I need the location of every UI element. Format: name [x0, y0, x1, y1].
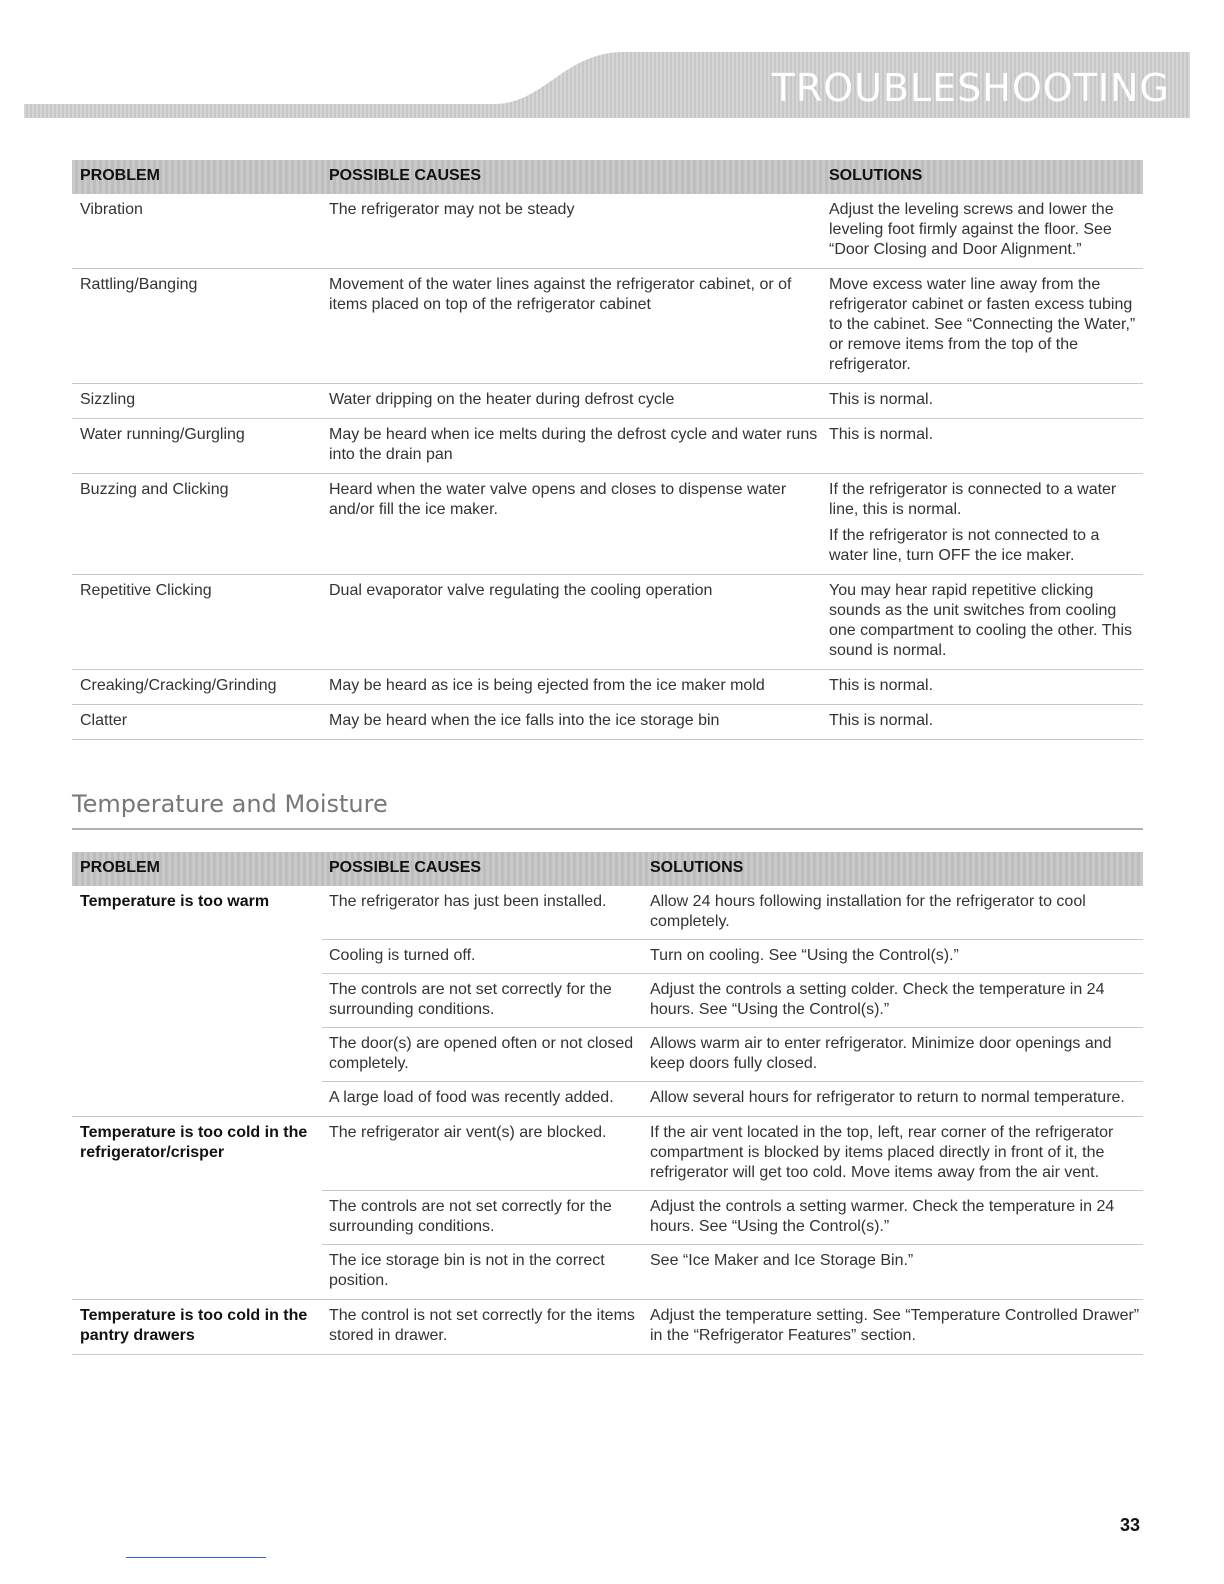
cause-text: Water dripping on the heater during defrost cycle	[329, 391, 675, 408]
problem-text: Temperature is too cold in the refrigerator/crisper	[80, 1124, 308, 1161]
cause-text: A large load of food was recently added.	[329, 1089, 614, 1106]
cause-cell	[329, 676, 819, 696]
problem-text: Rattling/Banging	[80, 276, 198, 293]
solution-cell	[650, 1034, 1140, 1074]
problem-cell	[80, 480, 325, 500]
cause-cell	[329, 200, 819, 220]
solution-text: See “Ice Maker and Ice Storage Bin.”	[650, 1252, 914, 1269]
solution-text: Allow several hours for refrigerator to return to normal temperature.	[650, 1089, 1125, 1106]
cause-cell	[329, 1197, 641, 1237]
cause-cell	[329, 425, 819, 465]
cause-cell	[329, 581, 819, 601]
table-row	[72, 269, 1143, 384]
problem-text: Temperature is too cold in the pantry drawers	[80, 1307, 308, 1344]
solution-cell	[829, 200, 1139, 260]
solution-cell	[650, 1306, 1140, 1346]
cause-text: The controls are not set correctly for the surrounding conditions.	[329, 981, 612, 1018]
problem-text: Buzzing and Clicking	[80, 481, 229, 498]
problem-text: Repetitive Clicking	[80, 582, 212, 599]
solution-cell	[650, 892, 1140, 932]
solution-cell	[829, 390, 1139, 410]
table-row	[72, 1191, 1143, 1245]
table-row	[72, 1028, 1143, 1082]
table-row	[72, 1300, 1143, 1355]
cause-cell	[329, 480, 819, 520]
table-row	[72, 974, 1143, 1028]
solution-text: This is normal.	[829, 426, 934, 443]
problem-text: Clatter	[80, 712, 128, 729]
cause-text: Heard when the water valve opens and closes to dispense water and/or fill the ice maker.	[329, 481, 787, 518]
problem-cell	[80, 892, 320, 912]
solution-cell	[650, 1088, 1140, 1108]
cause-text: The controls are not set correctly for the surrounding conditions.	[329, 1198, 612, 1235]
table-row	[72, 575, 1143, 670]
problem-cell	[80, 275, 325, 295]
header-causes: POSSIBLE CAUSES	[329, 167, 482, 184]
solution-text: If the air vent located in the top, left, rear corner of the refrigerator compartment is blocked by items placed directly in front of it, the refrigerator will get too cold. Move items away from the air vent.	[650, 1124, 1114, 1181]
solution-text: Allow 24 hours following installation for the refrigerator to cool completely.	[650, 893, 1086, 930]
solution-text: This is normal.	[829, 712, 934, 729]
problem-cell	[80, 425, 325, 445]
table-row	[72, 886, 1143, 940]
solution-cell	[650, 1251, 1140, 1271]
table-row	[72, 1245, 1143, 1300]
cause-cell	[329, 980, 641, 1020]
solution-text: Allows warm air to enter refrigerator. Minimize door openings and keep doors fully closed.	[650, 1035, 1112, 1072]
footer-rule	[126, 1557, 266, 1558]
problem-cell	[80, 390, 325, 410]
solution-cell	[829, 711, 1139, 731]
table-row	[72, 670, 1143, 705]
solution-text: If the refrigerator is not connected to a water line, turn OFF the ice maker.	[829, 527, 1100, 564]
cause-cell	[329, 892, 641, 912]
cause-text: The control is not set correctly for the items stored in drawer.	[329, 1307, 635, 1344]
solution-text: You may hear rapid repetitive clicking sounds as the unit switches from cooling one compartment to cooling the other. This sound is normal.	[829, 582, 1132, 659]
problem-cell	[80, 1306, 320, 1346]
problem-cell	[80, 581, 325, 601]
solution-text: Adjust the leveling screws and lower the leveling foot firmly against the floor. See “Door Closing and Door Alignment.”	[829, 201, 1114, 258]
cause-cell	[329, 1251, 641, 1291]
table-row	[72, 940, 1143, 974]
cause-text: May be heard when the ice falls into the ice storage bin	[329, 712, 720, 729]
cause-text: The ice storage bin is not in the correct position.	[329, 1252, 605, 1289]
solution-text: If the refrigerator is connected to a water line, this is normal.	[829, 481, 1117, 518]
header-problem: PROBLEM	[80, 167, 160, 184]
solution-cell	[829, 275, 1139, 375]
cause-text: The refrigerator has just been installed.	[329, 893, 607, 910]
table-header	[72, 160, 1143, 194]
cause-text: The refrigerator may not be steady	[329, 201, 575, 218]
cause-text: The refrigerator air vent(s) are blocked.	[329, 1124, 607, 1141]
problem-cell	[80, 200, 325, 220]
solution-cell	[650, 946, 1140, 966]
problem-cell	[80, 1123, 320, 1163]
problem-text: Sizzling	[80, 391, 136, 408]
temperature-table	[72, 852, 1143, 1355]
header-banner	[24, 52, 1190, 118]
problem-text: Temperature is too warm	[80, 893, 270, 910]
solution-text: Move excess water line away from the refrigerator cabinet or fasten excess tubing to the cabinet. See “Connecting the Water,” or remove items from the top of the refrigerator.	[829, 276, 1136, 373]
section-divider	[72, 828, 1143, 830]
table-row	[72, 419, 1143, 474]
solution-cell	[829, 480, 1139, 566]
solution-text: Adjust the controls a setting warmer. Check the temperature in 24 hours. See “Using the Control(s).”	[650, 1198, 1115, 1235]
problem-cell	[80, 711, 325, 731]
problem-text: Creaking/Cracking/Grinding	[80, 677, 277, 694]
solution-cell	[829, 676, 1139, 696]
cause-cell	[329, 390, 819, 410]
header-problem: PROBLEM	[80, 859, 160, 876]
cause-text: Cooling is turned off.	[329, 947, 476, 964]
cause-text: Dual evaporator valve regulating the cooling operation	[329, 582, 713, 599]
table-row	[72, 1082, 1143, 1117]
page-number: 33	[1120, 1515, 1141, 1535]
problem-text: Vibration	[80, 201, 143, 218]
cause-text: May be heard as ice is being ejected from the ice maker mold	[329, 677, 765, 694]
table-row	[72, 705, 1143, 740]
table-row	[72, 194, 1143, 269]
cause-cell	[329, 1088, 641, 1108]
problem-text: Water running/Gurgling	[80, 426, 245, 443]
cause-cell	[329, 711, 819, 731]
cause-cell	[329, 946, 641, 966]
cause-text: The door(s) are opened often or not closed completely.	[329, 1035, 634, 1072]
header-solutions: SOLUTIONS	[650, 859, 744, 876]
solution-cell	[650, 980, 1140, 1020]
cause-cell	[329, 1123, 641, 1143]
table-row	[72, 384, 1143, 419]
header-solutions: SOLUTIONS	[829, 167, 923, 184]
solution-cell	[829, 581, 1139, 661]
page-title: TROUBLESHOOTING	[771, 66, 1170, 110]
solution-text: Turn on cooling. See “Using the Control(s).”	[650, 947, 959, 964]
cause-cell	[329, 275, 819, 315]
cause-cell	[329, 1306, 641, 1346]
cause-cell	[329, 1034, 641, 1074]
solution-cell	[829, 425, 1139, 445]
header-causes: POSSIBLE CAUSES	[329, 859, 482, 876]
table-header	[72, 852, 1143, 886]
cause-text: Movement of the water lines against the refrigerator cabinet, or of items placed on top of the refrigerator cabinet	[329, 276, 792, 313]
table-row	[72, 474, 1143, 575]
solution-text: This is normal.	[829, 391, 934, 408]
solution-text: Adjust the temperature setting. See “Temperature Controlled Drawer” in the “Refrigerator Features” section.	[650, 1307, 1140, 1344]
table-row	[72, 1117, 1143, 1191]
solution-text: Adjust the controls a setting colder. Check the temperature in 24 hours. See “Using the Control(s).”	[650, 981, 1105, 1018]
problem-cell	[80, 676, 325, 696]
solution-cell	[650, 1197, 1140, 1237]
cause-text: May be heard when ice melts during the defrost cycle and water runs into the drain pan	[329, 426, 818, 463]
solution-text: This is normal.	[829, 677, 934, 694]
solution-cell	[650, 1123, 1140, 1183]
section-title: Temperature and Moisture	[72, 790, 388, 818]
troubleshooting-table	[72, 160, 1143, 740]
